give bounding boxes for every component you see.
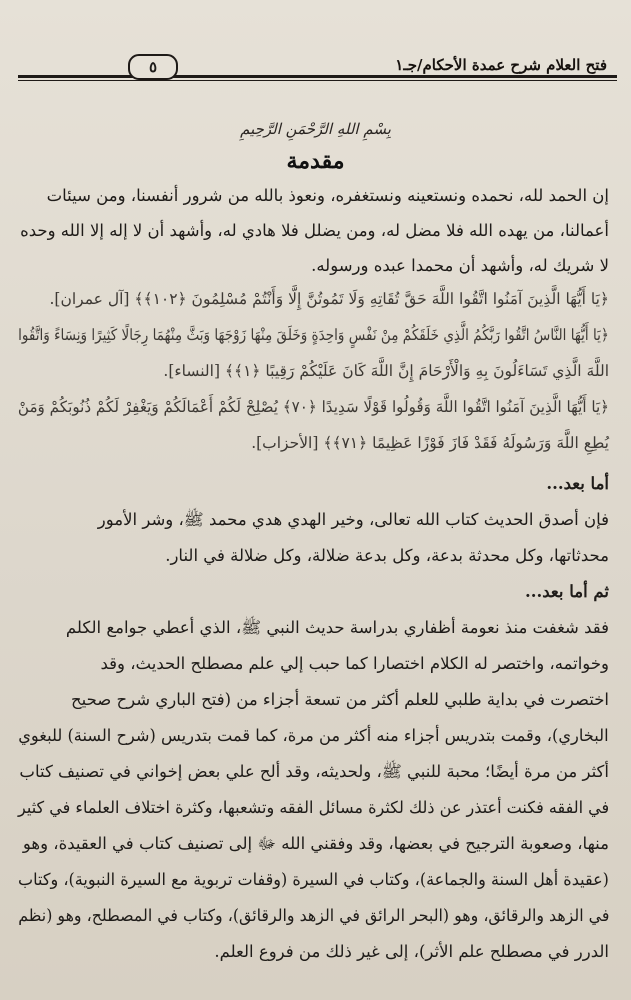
text-line: البخاري)، وقمت بتدريس أجزاء منه أكثر من مرة، كما قمت بتدريس (شرح السنة) للبغوي [18,726,609,745]
text-line: أعمالنا، من يهده الله فلا مضل له، ومن يضلل فلا هادي له، وأشهد أن لا إله إلا الله وحده [20,221,609,240]
text-line: في الزهد والرقائق، وهو (البحر الرائق في الزهد والرقائق)، وكتاب في المصطلح، وهو (نظم [17,906,609,925]
running-header [18,54,617,88]
quran-verse-line: اللَّهَ الَّذِي تَسَاءَلُونَ بِهِ وَالْأَرْحَامَ إِنَّ اللَّهَ كَانَ عَلَيْكُمْ رَقِيبًا ﴿١﴾﴾ [النساء]. [163,362,609,380]
text-line: وخواتمه، واختصر له الكلام اختصارا كما حبب إلي علم مصطلح الحديث، وقد [100,654,609,673]
header-title: فتح العلام شرح عمدة الأحكام/جـ١ [395,56,607,74]
text-line: إن الحمد لله، نحمده ونستعينه ونستغفره، ونعوذ بالله من شرور أنفسنا، ومن سيئات [46,186,609,205]
text-line: اختصرت في بداية طلبي للعلم أكثر من تسعة أجزاء من (فتح الباري شرح صحيح [70,690,609,709]
text-line: فقد شغفت منذ نعومة أظفاري بدراسة حديث النبي ﷺ، الذي أعطي جوامع الكلم [65,618,609,637]
text-line: لا شريك له، وأشهد أن محمدا عبده ورسوله. [311,256,609,275]
text-line: الدرر في مصطلح علم الأثر)، إلى غير ذلك من فروع العلم. [214,942,609,961]
text-line: (عقيدة أهل السنة والجماعة)، وكتاب في السيرة (وقفات تربوية مع السيرة النبوية)، وكتاب [18,870,609,889]
section-title: مقدمة [286,148,345,174]
quran-verse-line: يُطِعِ اللَّهَ وَرَسُولَهُ فَقَدْ فَازَ فَوْزًا عَظِيمًا ﴿٧١﴾﴾ [الأحزاب]. [251,434,609,452]
quran-verse-line: ﴿يَا أَيُّهَا الَّذِينَ آمَنُوا اتَّقُوا اللَّهَ حَقَّ تُقَاتِهِ وَلَا تَمُوتُنَّ إِلَّا وَأَنْتُمْ مُسْلِمُونَ ﴿١٠٢﴾﴾ [آل عمران]. [49,290,609,308]
paragraph-heading: أما بعد... [546,474,609,493]
paragraph-heading: ثم أما بعد... [525,582,609,601]
text-line: منها، وصعوبة الترجيح في بعضها، وقد وفقني الله ﷻ إلى تصنيف كتاب في العقيدة، وهو [22,834,609,853]
text-line: فإن أصدق الحديث كتاب الله تعالى، وخير الهدي هدي محمد ﷺ، وشر الأمور [97,510,609,529]
text-line: في الفقه فكنت أعتذر عن ذلك لكثرة مسائل الفقه وتشعبها، وكثرة اختلاف العلماء في كثير [17,798,609,817]
quran-verse-line: ﴿يَا أَيُّهَا الَّذِينَ آمَنُوا اتَّقُوا اللَّهَ وَقُولُوا قَوْلًا سَدِيدًا ﴿٧٠﴾ يُصْلِحْ لَكُمْ أَعْمَالَكُمْ وَيَغْفِرْ لَكُمْ ذُنُوبَكُمْ وَمَنْ [17,398,609,416]
quran-verse-line: ﴿يَا أَيُّهَا النَّاسُ اتَّقُوا رَبَّكُمُ الَّذِي خَلَقَكُمْ مِنْ نَفْسٍ وَاحِدَةٍ وَخَلَقَ مِنْهَا زَوْجَهَا وَبَثَّ مِنْهُمَا رِجَالًا كَثِيرًا وَنِسَاءً وَاتَّقُوا [18,326,609,344]
basmala: بِسْمِ اللهِ الرَّحْمَنِ الرَّحِيمِ [240,120,391,138]
page-number-badge: ٥ [128,54,178,80]
text-line: محدثاتها، وكل محدثة بدعة، وكل بدعة ضلالة، وكل ضلالة في النار. [165,546,609,565]
header-rule [18,75,617,81]
text-line: أكثر من مرة أيضًا؛ محبة للنبي ﷺ، ولحديثه، وقد ألح علي بعض إخواني في تصنيف كتاب [19,762,609,781]
